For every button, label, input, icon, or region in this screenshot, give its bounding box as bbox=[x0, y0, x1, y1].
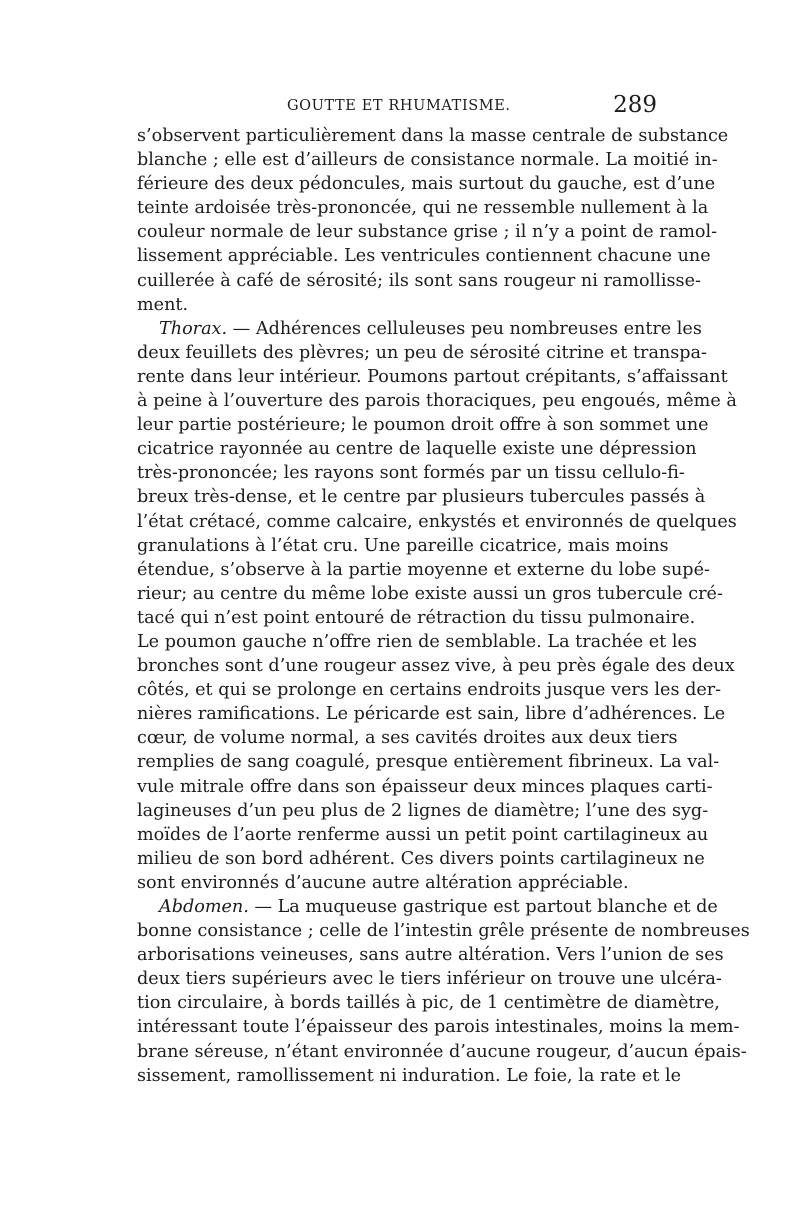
text-line: rieur; au centre du même lobe existe aussi un gros tubercule cré- bbox=[137, 583, 723, 604]
text-line: intéressant toute l’épaisseur des parois intestinales, moins la mem- bbox=[137, 1017, 740, 1038]
text-line: blanche ; elle est d’ailleurs de consistance normale. La moitié in- bbox=[137, 150, 718, 171]
text-line: rente dans leur intérieur. Poumons partout crépitants, s’affaissant bbox=[137, 366, 728, 387]
text-line: lissement appréciable. Les ventricules contiennent chacune une bbox=[137, 246, 711, 267]
text-line: s’observent particulièrement dans la masse centrale de substance bbox=[137, 126, 729, 146]
text-line: brane séreuse, n’étant environnée d’aucune rougeur, d’aucun épais- bbox=[137, 1041, 747, 1062]
text-line: ment. bbox=[137, 294, 189, 315]
text-line: deux tiers supérieurs avec le tiers inférieur on trouve une ulcéra- bbox=[137, 969, 722, 990]
text-line: étendue, s’observe à la partie moyenne et externe du lobe supé- bbox=[137, 559, 710, 580]
abdomen-paragraph-first-line bbox=[137, 895, 718, 919]
text-line: tacé qui n’est point entouré de rétraction du tissu pulmonaire. bbox=[137, 607, 696, 628]
text-line: l’état crétacé, comme calcaire, enkystés et environnés de quelques bbox=[137, 511, 737, 532]
text-line: deux feuillets des plèvres; un peu de sérosité citrine et transpa- bbox=[137, 342, 707, 363]
text-line: lagineuses d’un peu plus de 2 lignes de diamètre; l’une des syg- bbox=[137, 800, 709, 821]
thorax-label: Thorax. bbox=[159, 318, 228, 339]
text-line: moïdes de l’aorte renferme aussi un petit point cartilagineux au bbox=[137, 824, 709, 845]
text-line: férieure des deux pédoncules, mais surtout du gauche, est d’une bbox=[137, 174, 716, 195]
text-line: nières ramifications. Le péricarde est sain, libre d’adhérences. Le bbox=[137, 704, 726, 725]
text-line: bronches sont d’une rougeur assez vive, à peu près égale des deux bbox=[137, 656, 735, 677]
page-number: 289 bbox=[613, 92, 657, 118]
text-line: Le poumon gauche n’offre rien de semblable. La trachée et les bbox=[137, 631, 697, 652]
text-line: cœur, de volume normal, a ses cavités droites aux deux tiers bbox=[137, 728, 678, 749]
text-line: cuillerée à café de sérosité; ils sont sans rougeur ni ramollisse- bbox=[137, 270, 701, 291]
text-line: côtés, et qui se prolonge en certains endroits jusque vers les der- bbox=[137, 680, 722, 701]
running-title: GOUTTE ET RHUMATISME. bbox=[287, 98, 511, 114]
text-line: granulations à l’état cru. Une pareille cicatrice, mais moins bbox=[137, 535, 669, 556]
abdomen-label: Abdomen. bbox=[159, 897, 249, 917]
text-line: très-prononcée; les rayons sont formés par un tissu cellulo-fi- bbox=[137, 463, 685, 484]
text-line: leur partie postérieure; le poumon droit offre à son sommet une bbox=[137, 415, 709, 436]
text-line: à peine à l’ouverture des parois thoraciques, peu engoués, même à bbox=[137, 391, 737, 412]
text-line: arborisations veineuses, sans autre altération. Vers l’union de ses bbox=[137, 945, 724, 966]
text-line: sissement, ramollissement ni induration. Le foie, la rate et le bbox=[137, 1065, 682, 1086]
text-line: cicatrice rayonnée au centre de laquelle existe une dépression bbox=[137, 439, 697, 460]
text-line: teinte ardoisée très-prononcée, qui ne ressemble nullement à la bbox=[137, 198, 709, 219]
text-line: bonne consistance ; celle de l’intestin grêle présente de nombreuses bbox=[137, 921, 750, 942]
text-line: remplies de sang coagulé, presque entièrement fibrineux. La val- bbox=[137, 752, 720, 773]
text-line: vule mitrale offre dans son épaisseur deux minces plaques carti- bbox=[137, 776, 713, 797]
text-line: sont environnés d’aucune autre altération appréciable. bbox=[137, 872, 629, 893]
thorax-paragraph-first-line bbox=[137, 317, 702, 341]
page-header bbox=[137, 92, 657, 122]
text-line: — La muqueuse gastrique est partout blanche et de bbox=[254, 897, 718, 917]
text-line: milieu de son bord adhérent. Ces divers points cartilagineux ne bbox=[137, 848, 705, 869]
body-text bbox=[137, 124, 750, 1088]
text-line: tion circulaire, à bords taillés à pic, de 1 centimètre de diamètre, bbox=[137, 993, 720, 1014]
text-line: breux très-dense, et le centre par plusieurs tubercules passés à bbox=[137, 487, 706, 508]
text-line: — Adhérences celluleuses peu nombreuses entre les bbox=[232, 318, 702, 339]
text-line: couleur normale de leur substance grise ; il n’y a point de ramol- bbox=[137, 222, 718, 243]
